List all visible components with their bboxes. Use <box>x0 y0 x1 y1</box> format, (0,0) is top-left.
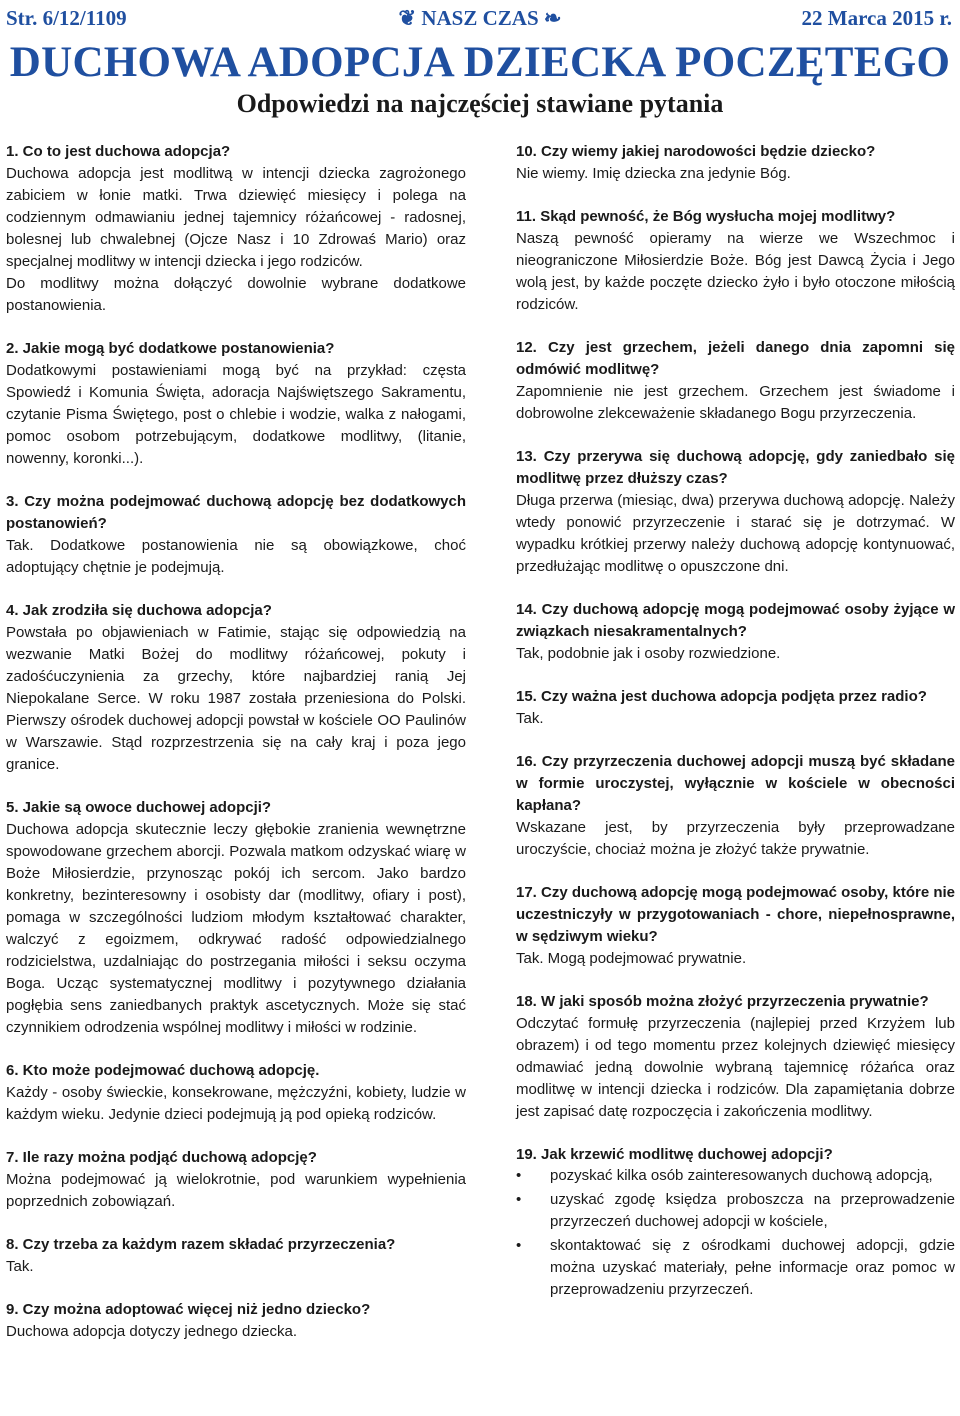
question-heading: 16. Czy przyrzeczenia duchowej adopcji muszą być składane w formie uroczystej, wyłącznie w kościele w obecności kapłana? <box>516 753 955 814</box>
answer-paragraph: Powstała po objawieniach w Fatimie, stając się odpowiedzią na wezwanie Matki Bożej do modlitwy różańcowej, pokuty i zadośćuczynienia za grzechy, które najbardziej ranią Jej Niepokalane Serce. W roku 1987 została przeniesiona do Polski. Pierwszy ośrodek duchowej adopcji powstał w kościele OO Paulinów w Warszawie. Stąd rozprzestrzenia się na cały kraj i poza jego granice. <box>6 624 466 773</box>
question-heading: 19. Jak krzewić modlitwę duchowej adopcji? <box>516 1146 833 1163</box>
bullet-item: • pozyskać kilka osób zainteresowanych duchową adopcją, <box>494 1165 955 1187</box>
bullet-item: • skontaktować się z ośrodkami duchowej adopcji, gdzie można uzyskać materiały, pełne informacje oraz pomoc w przeprowadzeniu przyrzeczeń. <box>494 1235 955 1301</box>
qa-section <box>494 1144 955 1301</box>
question-heading: 14. Czy duchową adopcję mogą podejmować osoby żyjące w związkach niesakramentalnych? <box>516 601 955 640</box>
question-heading: 4. Jak zrodziła się duchowa adopcja? <box>6 602 272 619</box>
qa-section <box>494 141 955 185</box>
qa-section <box>6 1299 466 1343</box>
qa-section <box>6 1147 466 1213</box>
page-header <box>0 0 960 36</box>
answer-paragraph: Odczytać formułę przyrzeczenia (najlepiej przed Krzyżem lub obrazem) i od tego momentu przez kolejnych dziewięć miesięcy odmawiać jedną dowolnie wybraną tajemnicę różańca oraz modlitwę w intencji dziecka i rodziców. Dla zapamiętania dobrze jest zapisać datę rozpoczęcia i zakończenia modlitwy. <box>516 1015 955 1120</box>
answer-paragraph: Tak. Mogą podejmować prywatnie. <box>516 950 747 967</box>
qa-section <box>6 1234 466 1278</box>
answer-paragraph: Tak. Dodatkowe postanowienia nie są obowiązkowe, choć adoptujący chętnie je podejmują. <box>6 537 466 576</box>
answer-paragraph: Duchowa adopcja dotyczy jednego dziecka. <box>6 1323 298 1340</box>
question-heading: 5. Jakie są owoce duchowej adopcji? <box>6 799 272 816</box>
question-heading: 13. Czy przerywa się duchową adopcję, gdy zaniedbało się modlitwę przez dłuższy czas? <box>516 448 955 487</box>
answer-paragraph: Zapomnienie nie jest grzechem. Grzechem jest świadome i dobrowolne zlekceważenie składanego Bogu przyrzeczenia. <box>516 383 955 422</box>
question-heading: 12. Czy jest grzechem, jeżeli danego dnia zapomni się odmówić modlitwę? <box>516 339 955 378</box>
qa-section <box>6 1060 466 1126</box>
newspaper-name: ❦ NASZ CZAS ❧ <box>398 6 562 30</box>
right-column <box>494 141 955 1322</box>
bullet-item: • uzyskać zgodę księdza proboszcza na przeprowadzenie przyrzeczeń duchowej adopcji w kościele, <box>494 1189 955 1233</box>
qa-section <box>6 491 466 579</box>
answer-paragraph: Nie wiemy. Imię dziecka zna jedynie Bóg. <box>516 165 791 182</box>
question-heading: 15. Czy ważna jest duchowa adopcja podjęta przez radio? <box>516 688 927 705</box>
question-heading: 7. Ile razy można podjąć duchową adopcję? <box>6 1149 317 1166</box>
question-heading: 9. Czy można adoptować więcej niż jedno dziecko? <box>6 1301 371 1318</box>
answer-paragraph: Wskazane jest, by przyrzeczenia były przeprowadzane uroczyście, chociaż można je złożyć także prywatnie. <box>516 819 955 858</box>
qa-section <box>494 206 955 316</box>
answer-paragraph: Tak. <box>516 710 544 727</box>
question-heading: 6. Kto może podejmować duchową adopcję. <box>6 1062 320 1079</box>
question-heading: 10. Czy wiemy jakiej narodowości będzie dziecko? <box>516 143 876 160</box>
answer-paragraph: Duchowa adopcja jest modlitwą w intencji dziecka zagrożonego zabiciem w łonie matki. Trwa dziewięć miesięcy i polega na codziennym odmawianiu jednej tajemnicy różańcowej - radosnej, bolesnej lub chwalebnej (Ojcze Nasz i 10 Zdrowaś Mario) oraz specjalnej modlitwy w intencji dziecka i jego rodziców. <box>6 165 466 270</box>
answer-paragraph: Duchowa adopcja skutecznie leczy głębokie zranienia wewnętrzne spowodowane grzechem aborcji. Pozwala matkom odzyskać wiarę w Boże Miłosierdzie, przynosząc pokój ich sercom. Jako bardzo konkretny, bezinteresowny i osobisty dar (modlitwy, ofiary i post), pomaga w szczególności ludziom młodym kształtować charakter, walczyć z egoizmem, odkrywać radość odpowiedzialnego rodzicielstwa, uzdalniając do postrzegania miłości i seksu oczyma Boga. Ucząc systematycznej modlitwy i pozytywnego działania pogłębia sens zaniedbanych praktyk ascetycznych. Może się stać czynnikiem odrodzenia wspólnej modlitwy i miłości w rodzinie. <box>6 821 466 1036</box>
qa-section <box>494 751 955 861</box>
question-heading: 11. Skąd pewność, że Bóg wysłucha mojej modlitwy? <box>516 208 896 225</box>
answer-paragraph: Długa przerwa (miesiąc, dwa) przerywa duchową adopcję. Należy wtedy ponowić przyrzeczenie i starać się je dotrzymać. W wypadku krótkiej przerwy należy duchową adopcję kontynuować, przedłużając modlitwę o opuszczone dni. <box>516 492 955 575</box>
answer-paragraph: Można podejmować ją wielokrotnie, pod warunkiem wypełnienia poprzednich zobowiązań. <box>6 1171 466 1210</box>
page-number: Str. 6/12/1109 <box>6 6 127 30</box>
qa-section <box>494 599 955 665</box>
answer-paragraph: Tak, podobnie jak i osoby rozwiedzione. <box>516 645 781 662</box>
qa-section <box>6 141 466 317</box>
answer-paragraph: Każdy - osoby świeckie, konsekrowane, mężczyźni, kobiety, ludzie w każdym wieku. Jedynie dzieci podejmują ją pod opieką rodziców. <box>6 1084 466 1123</box>
question-heading: 17. Czy duchową adopcję mogą podejmować osoby, które nie uczestniczyły w przygotowaniach - chore, niepełnosprawne, w sędziwym wieku? <box>516 884 955 945</box>
question-heading: 1. Co to jest duchowa adopcja? <box>6 143 231 160</box>
qa-section <box>494 337 955 425</box>
bullet-list <box>494 1165 955 1301</box>
qa-section <box>6 797 466 1039</box>
qa-section <box>6 600 466 776</box>
qa-section <box>494 991 955 1123</box>
answer-paragraph: Dodatkowymi postawieniami mogą być na przykład: częsta Spowiedź i Komunia Święta, adoracja Najświętszego Sakramentu, czytanie Pisma Świętego, post o chlebie i wodzie, walka z nałogami, pomoc osobom potrzebującym, dodatkowe modlitwy, (litanie, nowenny, koronki...). <box>6 362 466 467</box>
left-column <box>6 141 466 1364</box>
question-heading: 3. Czy można podejmować duchową adopcję bez dodatkowych postanowień? <box>6 493 466 532</box>
question-heading: 8. Czy trzeba za każdym razem składać przyrzeczenia? <box>6 1236 396 1253</box>
qa-section <box>494 686 955 730</box>
answer-paragraph: Tak. <box>6 1258 34 1275</box>
answer-paragraph: Naszą pewność opieramy na wierze we Wszechmoc i nieograniczone Miłosierdzie Boże. Bóg jest Dawcą Życia i Jego wolą jest, by każde poczęte dziecko żyło i było otoczone miłością rodziców. <box>516 230 955 313</box>
qa-section <box>494 882 955 970</box>
article-subtitle: Odpowiedzi na najczęściej stawiane pytania <box>236 89 724 118</box>
qa-section <box>6 338 466 470</box>
question-heading: 18. W jaki sposób można złożyć przyrzeczenia prywatnie? <box>516 993 929 1010</box>
qa-section <box>494 446 955 578</box>
answer-paragraph: Do modlitwy można dołączyć dowolnie wybrane dodatkowe postanowienia. <box>6 275 466 314</box>
question-heading: 2. Jakie mogą być dodatkowe postanowienia? <box>6 340 335 357</box>
issue-date: 22 Marca 2015 r. <box>801 6 952 30</box>
article-title: DUCHOWA ADOPCJA DZIECKA POCZĘTEGO <box>9 39 951 86</box>
